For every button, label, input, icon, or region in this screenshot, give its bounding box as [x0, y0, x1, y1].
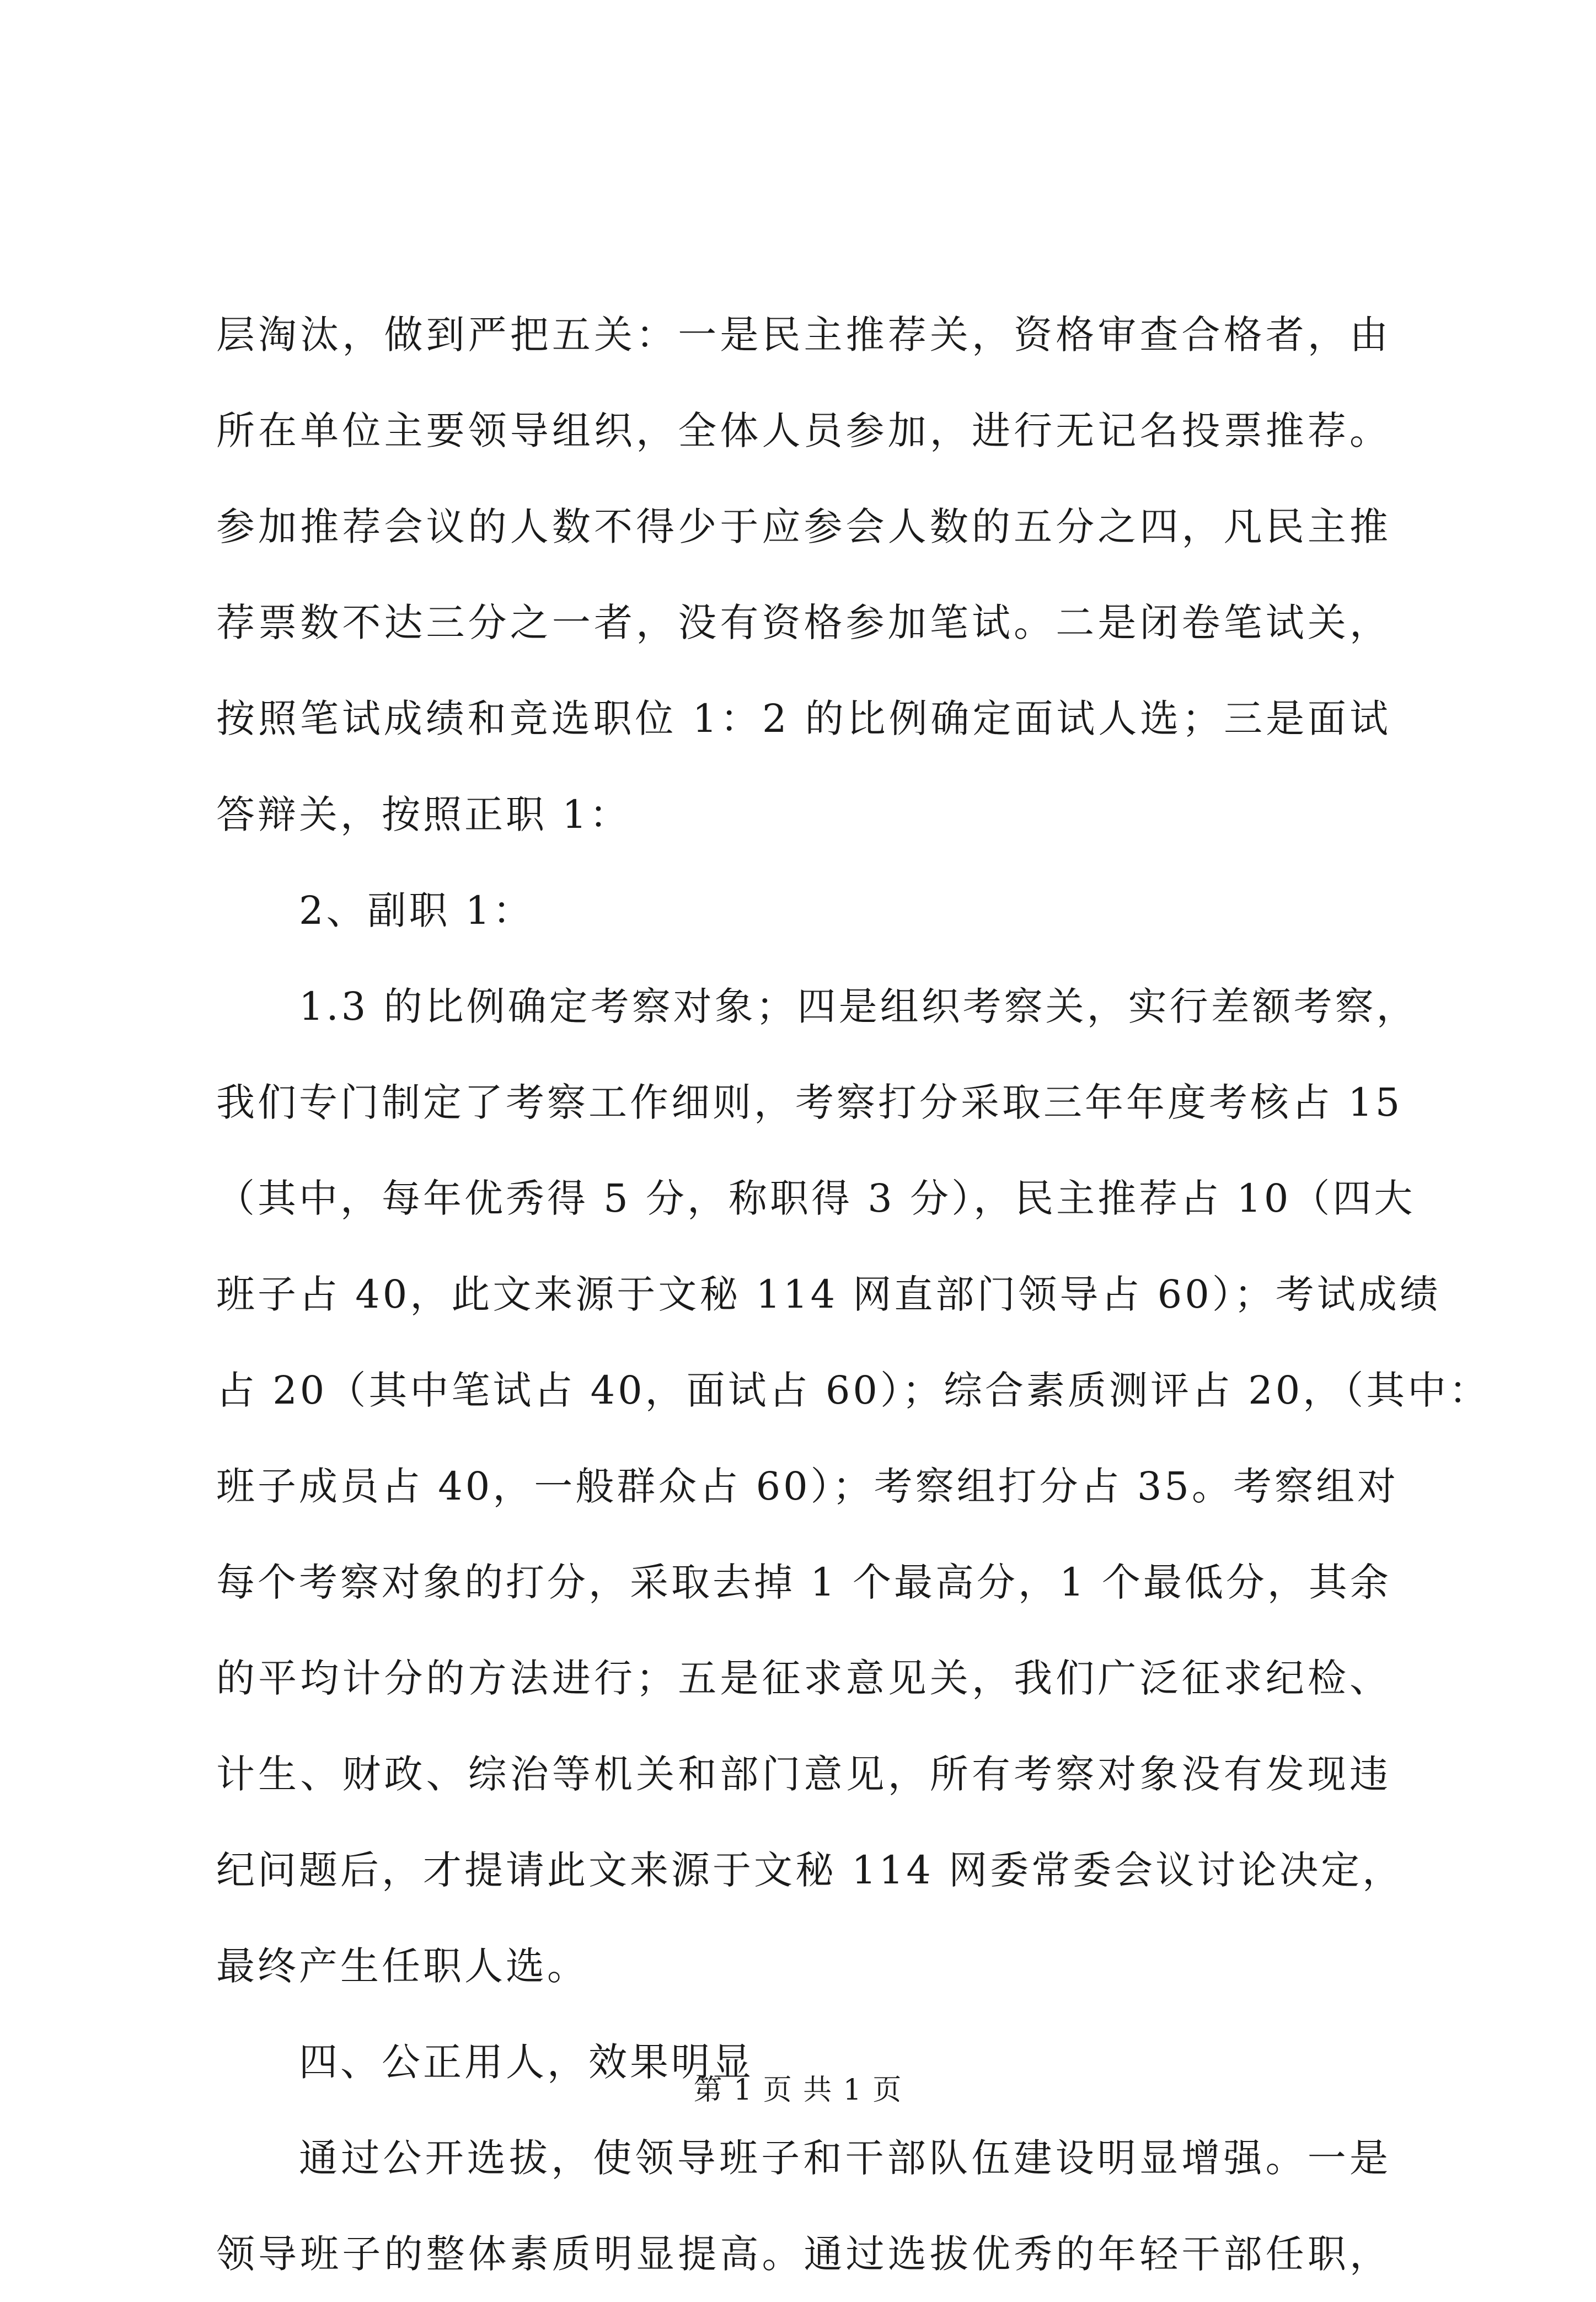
text-line: 参加推荐会议的人数不得少于应参会人数的五分之四，凡民主推: [216, 504, 1391, 549]
text-line: 领导班子的整体素质明显提高。通过选拔优秀的年轻干部任职，: [216, 2231, 1391, 2277]
text-line: 荐票数不达三分之一者，没有资格参加笔试。二是闭卷笔试关，: [216, 600, 1391, 645]
document-body: [216, 287, 1491, 2302]
text-line: 占 20（其中笔试占 40，面试占 60）；综合素质测评占 20，（其中：: [216, 1368, 1491, 1413]
text-line: 答辩关，按照正职 1：: [216, 792, 631, 837]
page-footer: 第 1 页 共 1 页: [693, 2074, 903, 2107]
text-line: 计生、财政、综治等机关和部门意见，所有考察对象没有发现违: [216, 1752, 1391, 1797]
text-line: 1.3 的比例确定考察对象；四是组织考察关，实行差额考察，: [299, 984, 1418, 1029]
text-line: 纪问题后，才提请此文来源于文秘 114 网委常委会议讨论决定，: [216, 1848, 1404, 1893]
text-line: 班子占 40，此文来源于文秘 114 网直部门领导占 60）；考试成绩: [216, 1272, 1441, 1317]
text-line: 2、副职 1：: [299, 888, 534, 933]
text-line: 所在单位主要领导组织，全体人员参加，进行无记名投票推荐。: [216, 408, 1391, 453]
text-line: 通过公开选拔，使领导班子和干部队伍建设明显增强。一是: [299, 2135, 1391, 2181]
text-line: 每个考察对象的打分，采取去掉 1 个最高分，1 个最低分，其余: [216, 1560, 1391, 1605]
text-line: 按照笔试成绩和竞选职位 1：2 的比例确定面试人选；三是面试: [216, 696, 1391, 741]
text-line: 的平均计分的方法进行；五是征求意见关，我们广泛征求纪检、: [216, 1656, 1391, 1701]
text-line: 班子成员占 40，一般群众占 60）；考察组打分占 35。考察组对: [216, 1464, 1399, 1509]
text-line: 四、公正用人，效果明显: [299, 2039, 754, 2085]
text-line: 层淘汰，做到严把五关：一是民主推荐关，资格审查合格者，由: [216, 312, 1391, 357]
text-line: 最终产生任职人选。: [216, 1944, 588, 1989]
text-line: （其中，每年优秀得 5 分，称职得 3 分），民主推荐占 10（四大: [216, 1176, 1416, 1221]
text-line: 我们专门制定了考察工作细则，考察打分采取三年年度考核占 15: [216, 1080, 1403, 1125]
